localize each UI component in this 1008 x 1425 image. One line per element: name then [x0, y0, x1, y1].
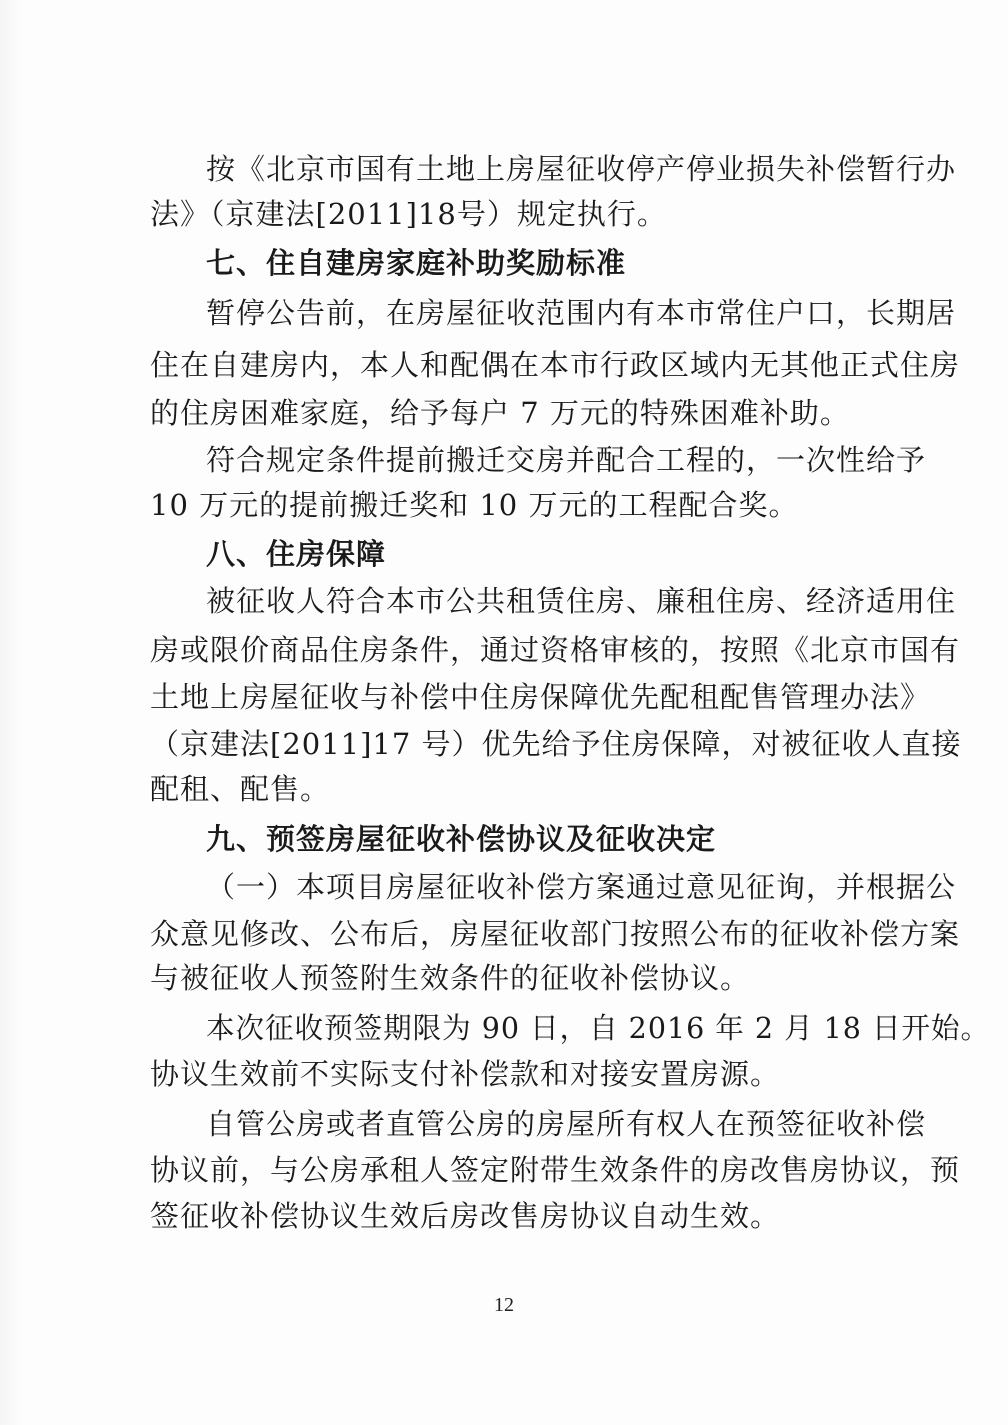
text-line: 按《北京市国有土地上房屋征收停产停业损失补偿暂行办	[206, 152, 957, 186]
text-line: 配租、配售。	[150, 772, 331, 806]
text-line: 众意见修改、公布后，房屋征收部门按照公布的征收补偿方案	[150, 917, 961, 951]
text-line: 协议生效前不实际支付补偿款和对接安置房源。	[150, 1057, 781, 1091]
text-line: 土地上房屋征收与补偿中住房保障优先配租配售管理办法》	[150, 680, 931, 714]
text-line: 被征收人符合本市公共租赁住房、廉租住房、经济适用住	[206, 584, 957, 618]
section-heading-8: 八、住房保障	[206, 537, 387, 571]
text-line: 符合规定条件提前搬迁交房并配合工程的，一次性给予	[206, 443, 927, 477]
text-line: 房或限价商品住房条件，通过资格审核的，按照《北京市国有	[150, 633, 961, 667]
page-number: 12	[494, 1294, 514, 1316]
text-line: （一）本项目房屋征收补偿方案通过意见征询，并根据公	[206, 870, 957, 904]
text-line: 10 万元的提前搬迁奖和 10 万元的工程配合奖。	[150, 488, 799, 522]
text-line: 签征收补偿协议生效后房改售房协议自动生效。	[150, 1199, 781, 1233]
text-line: 本次征收预签期限为 90 日，自 2016 年 2 月 18 日开始。	[206, 1011, 991, 1045]
text-line: 协议前，与公房承租人签定附带生效条件的房改售房协议，预	[150, 1153, 961, 1187]
text-line: 的住房困难家庭，给予每户 7 万元的特殊困难补助。	[150, 396, 850, 430]
text-line: 法》（京建法[2011]18号）规定执行。	[150, 197, 667, 231]
text-line: 自管公房或者直管公房的房屋所有权人在预签征收补偿	[206, 1107, 927, 1141]
text-line: 住在自建房内，本人和配偶在本市行政区域内无其他正式住房	[150, 348, 961, 382]
section-heading-7: 七、住自建房家庭补助奖励标准	[206, 246, 627, 280]
text-line: （京建法[2011]17 号）优先给予住房保障，对被征收人直接	[150, 727, 962, 761]
scan-shadow	[0, 0, 24, 1425]
section-heading-9: 九、预签房屋征收补偿协议及征收决定	[206, 822, 717, 856]
text-line: 与被征收人预签附生效条件的征收补偿协议。	[150, 961, 751, 995]
text-line: 暂停公告前，在房屋征收范围内有本市常住户口，长期居	[206, 296, 957, 330]
